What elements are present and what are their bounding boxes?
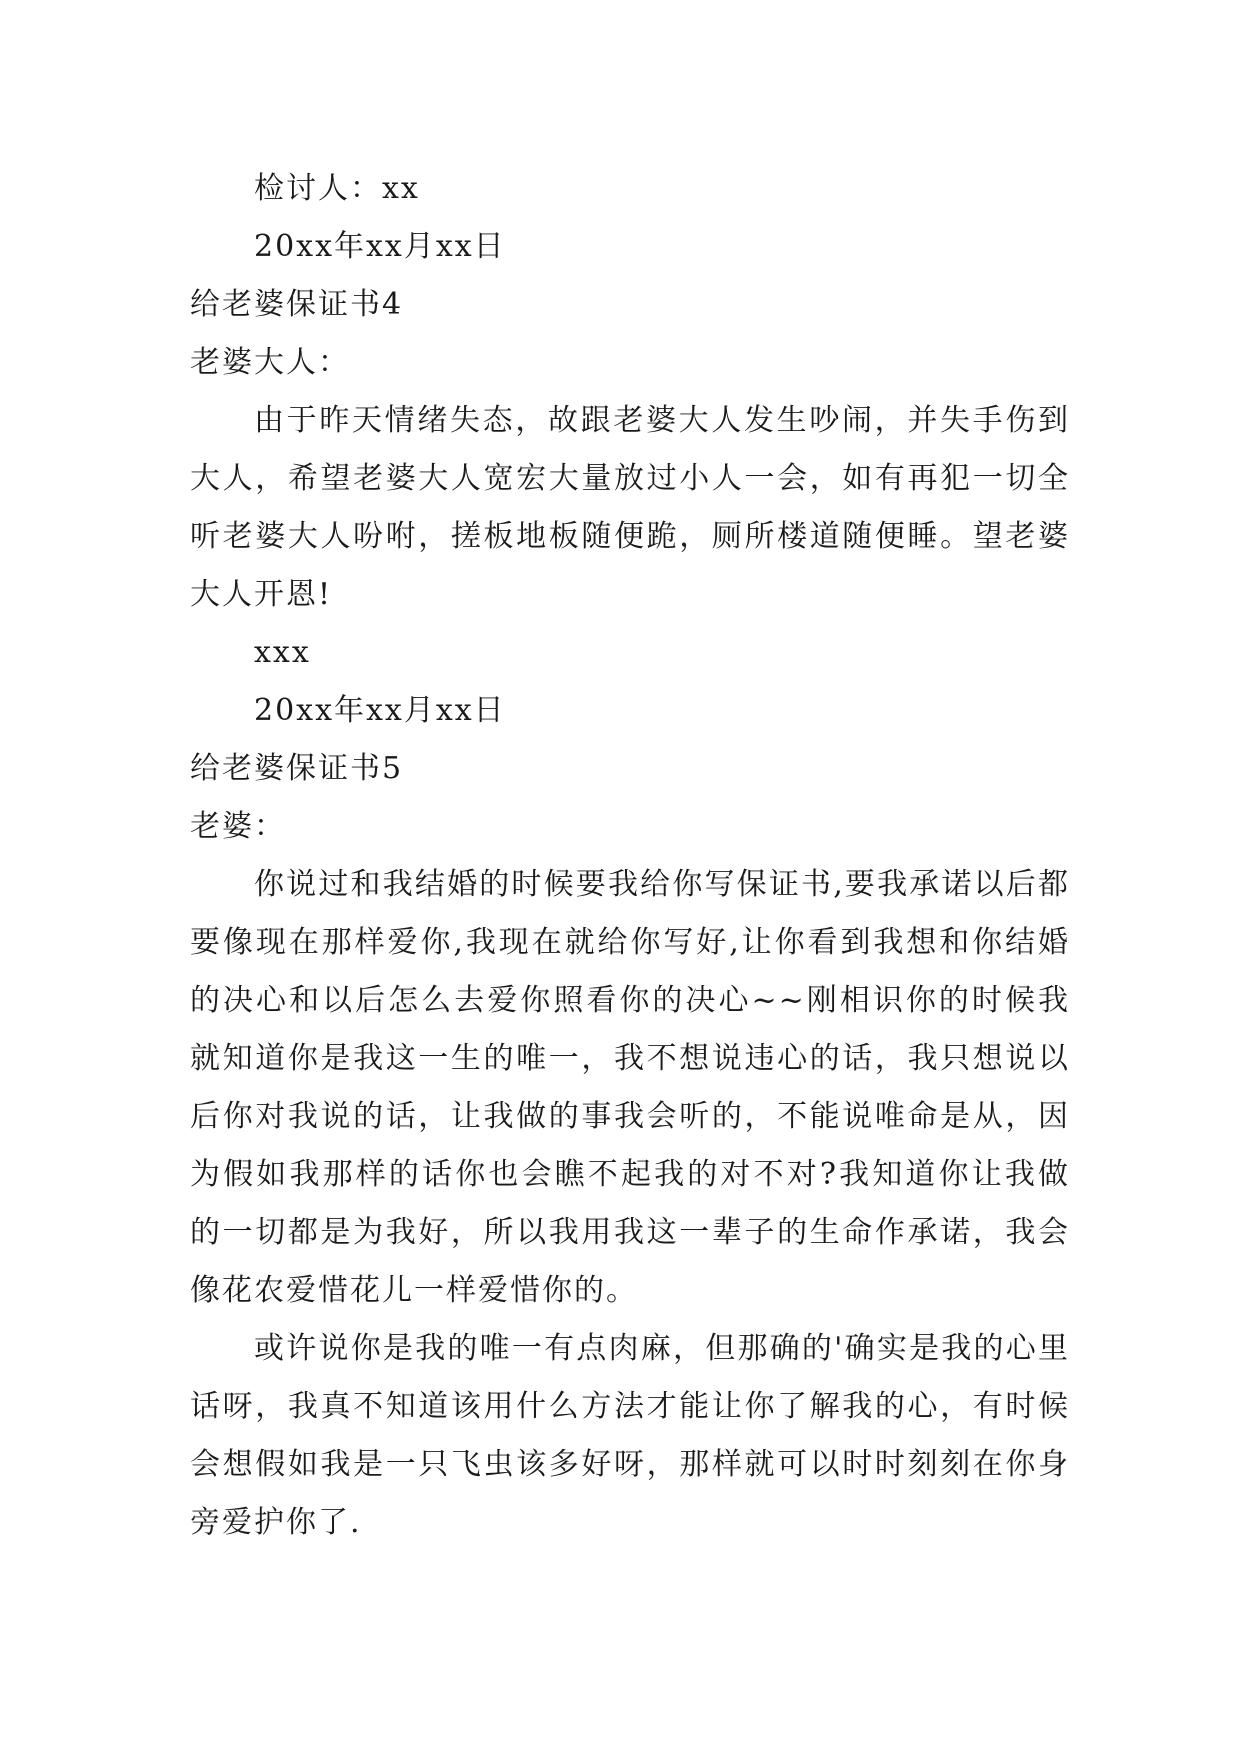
signer-line: 检讨人：xx	[254, 171, 420, 206]
section-4-salutation: 老婆大人：	[190, 345, 350, 380]
section-4-signature: xxx	[254, 635, 311, 670]
section-5-title: 给老婆保证书5	[190, 751, 404, 786]
section-5-salutation: 老婆：	[190, 809, 286, 844]
section-4-title: 给老婆保证书4	[190, 287, 404, 322]
date-line: 20xx年xx月xx日	[254, 229, 506, 264]
document-content	[190, 160, 1070, 1552]
section-4-date: 20xx年xx月xx日	[254, 693, 506, 728]
section-4-body: 由于昨天情绪失态，故跟老婆大人发生吵闹，并失手伤到大人，希望老婆大人宽宏大量放过小人一会，如有再犯一切全听老婆大人吩咐，搓板地板随便跪，厕所楼道随便睡。望老婆大人开恩!	[190, 403, 1070, 612]
section-5-paragraph-2: 或许说你是我的唯一有点肉麻，但那确的'确实是我的心里话呀，我真不知道该用什么方法才能让你了解我的心，有时候会想假如我是一只飞虫该多好呀，那样就可以时时刻刻在你身旁爱护你了.	[190, 1331, 1070, 1540]
section-5-paragraph-1: 你说过和我结婚的时候要我给你写保证书,要我承诺以后都要像现在那样爱你,我现在就给你写好,让你看到我想和你结婚的决心和以后怎么去爱你照看你的决心~~刚相识你的时候我就知道你是我这一生的唯一，我不想说违心的话，我只想说以后你对我说的话，让我做的事我会听的，不能说唯命是从，因为假如我那样的话你也会瞧不起我的对不对?我知道你让我做的一切都是为我好，所以我用我这一辈子的生命作承诺，我会像花农爱惜花儿一样爱惜你的。	[190, 867, 1070, 1308]
